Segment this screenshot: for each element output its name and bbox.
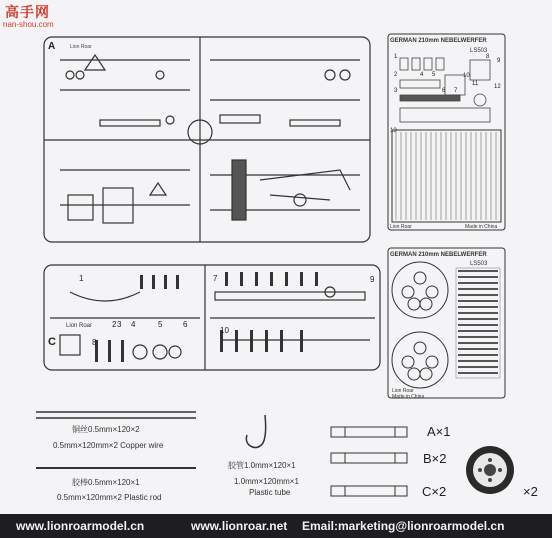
sprue-c-part-number: 2 <box>112 320 117 329</box>
sprue-c-part-number: 5 <box>158 320 163 329</box>
pe-number: 3 <box>394 88 398 94</box>
plastic-tube-label-cn: 胶管1.0mm×120×1 <box>228 461 296 470</box>
sprue-c-part-number: 9 <box>370 275 375 284</box>
sprue-c-label: C <box>48 336 56 348</box>
pe-top-brand: Lion Roar <box>390 224 412 230</box>
barrel-b <box>331 453 407 463</box>
pe-number: 13 <box>390 128 397 134</box>
sprue-c-part-number: 3 <box>117 320 122 329</box>
wheel-count: ×2 <box>523 484 538 499</box>
pe-number: 6 <box>442 88 446 94</box>
pe-bottom-title: GERMAN 210mm NEBELWERFER <box>390 252 487 258</box>
barrel-a-count: A×1 <box>427 424 451 439</box>
sprue-c <box>44 265 380 370</box>
pe-number: 5 <box>432 72 436 78</box>
pe-number: 10 <box>463 73 470 79</box>
footer-email[interactable]: Email:marketing@lionroarmodel.cn <box>302 519 505 533</box>
plastic-tube-curve <box>246 415 265 448</box>
sprue-a-label: A <box>48 41 56 52</box>
pe-sheet-top <box>388 34 505 230</box>
copper-wire-label-cn: 铜丝0.5mm×120×2 <box>72 425 140 434</box>
pe-sheet-top-grid <box>396 132 496 220</box>
rubber-wheel-icon <box>466 446 514 494</box>
sprue-c-part-number: 4 <box>131 320 136 329</box>
pe-number: 4 <box>420 72 424 78</box>
pe-bottom-made-in: Made in China <box>392 394 425 400</box>
pe-number: 9 <box>497 58 501 64</box>
footer-bar <box>0 514 552 538</box>
copper-wire-lines <box>36 412 196 418</box>
footer-website-cn[interactable]: www.lionroarmodel.cn <box>16 519 145 533</box>
pe-top-made-in: Made in China <box>465 224 498 230</box>
pe-number: 7 <box>454 88 458 94</box>
sprue-c-part-number: 1 <box>79 274 84 283</box>
pe-bottom-brand: Lion Roar <box>392 388 414 394</box>
sprue-a-brand: Lion Roar <box>70 44 92 50</box>
sprue-c-part-number: 7 <box>213 274 218 283</box>
plastic-rod-label-cn: 胶棒0.5mm×120×1 <box>72 478 140 487</box>
plastic-rod-label-en: 0.5mm×120mm×2 Plastic rod <box>57 493 162 502</box>
pe-top-code: LS503 <box>470 48 488 54</box>
pe-sheet-bottom-dots <box>456 268 500 378</box>
footer-website-net[interactable]: www.lionroar.net <box>191 519 288 533</box>
sprue-a <box>44 37 370 242</box>
watermark-domain: nan-shou.com <box>3 20 54 29</box>
pe-number: 8 <box>486 54 490 60</box>
pe-number: 2 <box>394 72 398 78</box>
plastic-tube-label-en2: Plastic tube <box>249 488 291 497</box>
copper-wire-label-en: 0.5mm×120mm×2 Copper wire <box>53 441 164 450</box>
barrel-c <box>331 486 407 496</box>
pe-bottom-code: LS503 <box>470 261 488 267</box>
watermark-logo: 高手网 <box>5 4 50 20</box>
barrel-a <box>331 427 407 437</box>
pe-number: 11 <box>472 81 479 87</box>
barrel-c-count: C×2 <box>422 484 447 499</box>
pe-number: 12 <box>494 84 501 90</box>
barrel-b-count: B×2 <box>423 451 447 466</box>
pe-top-title: GERMAN 210mm NEBELWERFER <box>390 38 487 44</box>
sprue-c-part-number: 10 <box>220 326 229 335</box>
sprue-c-part-number: 6 <box>183 320 188 329</box>
pe-number: 1 <box>394 54 398 60</box>
sprue-c-brand: Lion Roar <box>66 323 93 329</box>
sprue-c-part-number: 8 <box>92 338 97 347</box>
plastic-tube-label-en: 1.0mm×120mm×1 <box>234 477 299 486</box>
